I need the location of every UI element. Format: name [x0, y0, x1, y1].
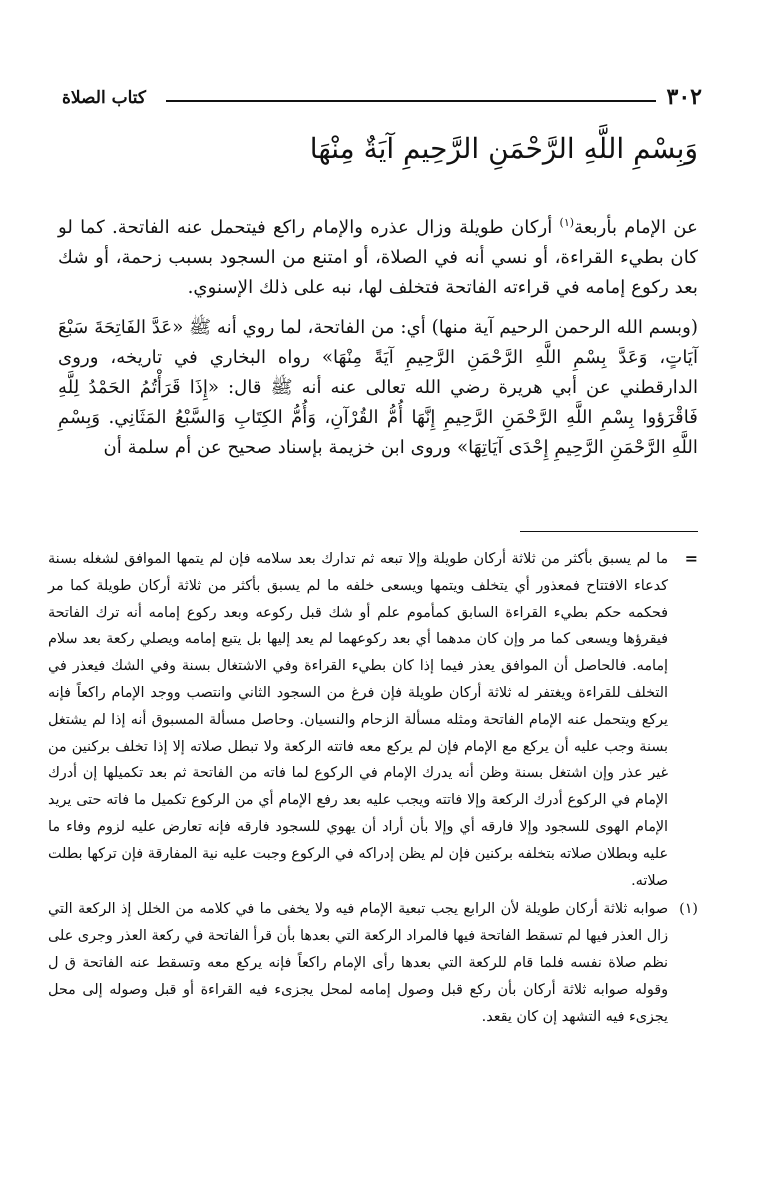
footnote-continuation-text: ما لم يسبق بأكثر من ثلاثة أركان طويلة وإلا تبعه ثم تدارك بعد سلامه فإن لم يتمها الموافق لشغله بسنة كدعاء الافتتاح فمعذور أي يتخلف ويتمها ويسعى خلفه ما لم يسبق بأكثر من ثلاثة أركان طويلة كما مر فحكمه حكم بطيء القراءة السابق كمأموم علم أو شك قبل ركوعه وبعد ركوع إمامه أنه ترك الفاتحة فيقرؤها ويسعى كما مر وإن كان مدهما أي بعد ركوعهما لم يعد إليها بل يتبع إمامه ويصلي ركعة بعد سلام إمامه. فالحاصل أن الموافق يعذر فيما إذا كان بطيء القراءة وفي الاشتغال بسنة وفي الشك فيعذر في التخلف للقراءة ويغتفر له ثلاثة أركان طويلة فإن فرغ من السجود الثاني وانتصب ووجد الإمام راكعاً فإنه يركع ويتحمل عنه الإمام الفاتحة ومثله مسألة الزحام والنسيان. وحاصل مسألة المسبوق أنه إذا لم يشتغل بسنة وجب عليه أن يركع مع الإمام فإن لم يركع معه فاتته الركعة ولا تبطل صلاته إلا إذا تخلف بركنين من غير عذر وإن اشتغل بسنة وظن أنه يدرك الإمام في الركوع لما فاته من الفاتحة ثم بعد تكميلها إن أدرك الإمام في الركوع أدرك الركعة وإلا فاتته ويجب عليه بعد رفع الإمام أي من الركوع تكميل ما فاته حتى يريد الإمام الهوى للسجود وإلا فارقه أي وإلا بأن أراد أن يهوي للسجود فارقه فإنه تعارض عليه لزوم وفاء ما عليه وبطلان صلاته بتخلفه بركنين فإن لم يظن إدراكه في الركوع وجبت عليه نية المفارقة فإن تركها بطلت صلاته.	[48, 551, 668, 889]
footnote-1-marker: (١)	[679, 901, 698, 918]
footnote-1-text: صوابه ثلاثة أركان طويلة لأن الرابع يجب تبعية الإمام فيه ولا يخفى ما في كلامه من الخلل إذ الركعة التي زال العذر فيها لم تسقط الفاتحة فيها فالمراد الركعة التي بعدها بأن قرأ الفاتحة في ركعة العذر وجرى على نظم صلاة نفسه فلما قام للركعة التي بعدها رأى الإمام راكعاً فإنه يركع معه وتسقط عنه الفاتحة ق ل وقوله صوابه ثلاثة أركان بأن ركع قبل وصول إمامه لمحل يجزىء فيه القراءة أو قبل وصوله إلى محل يجزىء فيه التشهد إن كان يقعد.	[48, 901, 668, 1025]
footnote-1	[48, 896, 698, 1030]
book-title: كتاب الصلاة	[62, 88, 147, 108]
footnote-continuation-marker: =	[684, 549, 698, 568]
page-number: ٣٠٢	[666, 84, 702, 110]
commentary-body	[58, 213, 698, 473]
paragraph-1-part-1: عن الإمام بأربعة	[574, 217, 699, 238]
paragraph-1-part-2: أركان طويلة وزال عذره والإمام راكع فيتحمل عنه الفاتحة. كما لو كان بطيء القراءة، أو نسي أنه في الصلاة، أو امتنع من السجود بسبب زحمة، أو شك بعد ركوع إمامه في قراءته الفاتحة فتخلف لها، نبه على ذلك الإسنوي.	[58, 217, 698, 298]
commentary-paragraph-2: (وبسم الله الرحمن الرحيم آية منها) أي: من الفاتحة، لما روي أنه ﷺ «عَدَّ الفَاتِحَةَ سَبْعَ آيَاتٍ، وَعَدَّ بِسْمِ اللَّهِ الرَّحْمَنِ الرَّحِيمِ آيَةً مِنْهَا» رواه البخاري في تاريخه، وروى الدارقطني عن أبي هريرة رضي الله تعالى عنه أنه ﷺ قال: «إِذَا قَرَأْتُمُ الحَمْدُ لِلَّهِ فَاقْرَؤوا بِسْمِ اللَّهِ الرَّحْمَنِ الرَّحِيمِ إِنَّهَا أُمُّ القُرْآنِ، وَأُمُّ الكِتَابِ وَالسَّبْعُ المَثَانِي. وَبِسْمِ اللَّهِ الرَّحْمَنِ الرَّحِيمِ إِحْدَى آيَاتِهَا» وروى ابن خزيمة بإسناد صحيح عن أم سلمة أن	[58, 317, 698, 458]
footnote-reference-1[interactable]: (١)	[559, 215, 575, 229]
footnote-separator	[520, 531, 698, 532]
running-header	[62, 84, 702, 114]
matn-text: وَبِسْمِ اللَّهِ الرَّحْمَنِ الرَّحِيمِ آيَةٌ مِنْهَا	[309, 132, 698, 165]
footnote-continuation	[48, 546, 698, 894]
commentary-paragraph-1	[58, 213, 698, 303]
footnotes-section	[48, 546, 698, 1032]
header-rule	[166, 100, 656, 102]
